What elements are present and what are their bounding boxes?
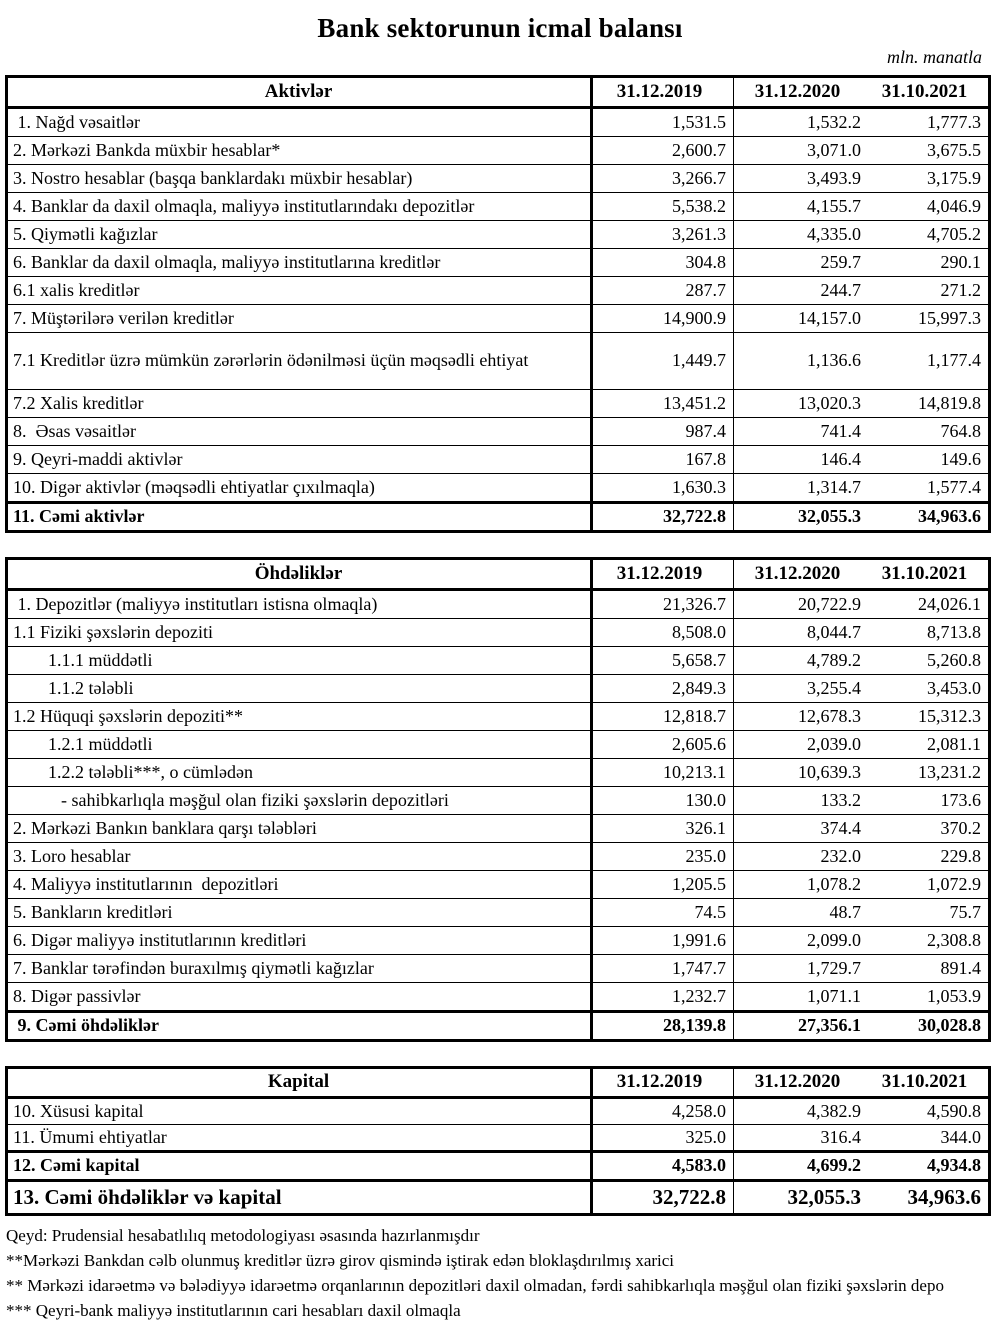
cell-value: 4,934.8: [927, 1155, 981, 1176]
cell-value: 1,531.5: [593, 109, 734, 136]
table-row: [8, 277, 988, 305]
table-row: [8, 305, 988, 333]
row-label: 10. Digər aktivlər (məqsədli ehtiyatlar çıxılmaqla): [8, 474, 593, 501]
cell-value: 32,055.3: [798, 506, 861, 527]
table-row: [8, 1151, 988, 1179]
table-row: [8, 731, 988, 759]
cell-value: 3,493.9: [807, 167, 861, 188]
row-label: 1.2.1 müddətli: [8, 731, 593, 758]
cell-value: 344.0: [940, 1127, 981, 1148]
cell-value: 1,314.7: [807, 476, 861, 497]
footnote: Qeyd: Prudensial hesabatlılıq metodologiyası əsasında hazırlanmışdır: [6, 1225, 480, 1245]
table-row: [8, 619, 988, 647]
cell-value: 8,713.8: [927, 621, 981, 642]
table-header-row: [8, 560, 988, 591]
cell-value: 173.6: [940, 789, 981, 810]
cell-value: 3,071.0: [807, 139, 861, 160]
cell-value: 1,729.7: [807, 957, 861, 978]
cell-value: 1,072.9: [927, 873, 981, 894]
cell-value: 8,508.0: [593, 619, 734, 646]
row-label: 5. Qiymətli kağızlar: [8, 221, 593, 248]
cell-value: 14,819.8: [918, 392, 981, 413]
table-row: [8, 815, 988, 843]
row-label: 9. Cəmi öhdəliklər: [8, 1013, 593, 1039]
column-header-date: 31.10.2021: [881, 80, 968, 102]
footnote: *** Qeyri-bank maliyyə institutlarının cari hesabları daxil olmaqla: [6, 1300, 461, 1320]
cell-value: 1,532.2: [807, 111, 861, 132]
cell-value: 2,081.1: [927, 733, 981, 754]
table-row: [8, 591, 988, 619]
cell-value: 235.0: [593, 843, 734, 870]
cell-value: 2,605.6: [593, 731, 734, 758]
cell-value: 1,577.4: [927, 476, 981, 497]
table-row: [8, 390, 988, 418]
cell-value: 3,175.9: [927, 167, 981, 188]
cell-value: 21,326.7: [593, 591, 734, 618]
cell-value: 3,255.4: [807, 677, 861, 698]
cell-value: 290.1: [940, 251, 981, 272]
cell-value: 8,044.7: [807, 621, 861, 642]
row-label: 4. Banklar da daxil olmaqla, maliyyə institutlarındakı depozitlər: [8, 193, 593, 220]
cell-value: 1,205.5: [593, 871, 734, 898]
table-row: [8, 474, 988, 502]
cell-value: 146.4: [820, 448, 861, 469]
cell-value: 232.0: [820, 845, 861, 866]
cell-value: 20,722.9: [798, 593, 861, 614]
row-label: 4. Maliyyə institutlarının depozitləri: [8, 871, 593, 898]
cell-value: 32,722.8: [593, 1182, 734, 1213]
cell-value: 12,678.3: [798, 705, 861, 726]
cell-value: 28,139.8: [593, 1013, 734, 1039]
cell-value: 271.2: [940, 279, 981, 300]
cell-value: 370.2: [940, 817, 981, 838]
table-row: [8, 983, 988, 1011]
column-header-date: 31.12.2019: [593, 1069, 734, 1096]
table-row: [8, 703, 988, 731]
table-row: [8, 333, 988, 390]
cell-value: 3,261.3: [593, 221, 734, 248]
cell-value: 10,639.3: [798, 761, 861, 782]
cell-value: 5,538.2: [593, 193, 734, 220]
cell-value: 891.4: [940, 957, 981, 978]
row-label: 5. Bankların kreditləri: [8, 899, 593, 926]
row-label: 7. Müştərilərə verilən kreditlər: [8, 305, 593, 332]
row-label: 2. Mərkəzi Bankın banklara qarşı tələbləri: [8, 815, 593, 842]
cell-value: 1,053.9: [927, 985, 981, 1006]
cell-value: 34,963.6: [907, 1184, 981, 1209]
cell-value: 27,356.1: [798, 1015, 861, 1036]
assets-table: [5, 75, 991, 533]
cell-value: 1,078.2: [807, 873, 861, 894]
row-label: 1.1.1 müddətli: [8, 647, 593, 674]
column-header-date: 31.10.2021: [881, 562, 968, 584]
cell-value: 1,136.6: [807, 350, 861, 371]
row-label: 1.1.2 tələbli: [8, 675, 593, 702]
cell-value: 3,675.5: [927, 139, 981, 160]
row-label: 12. Cəmi kapital: [8, 1153, 593, 1178]
cell-value: 1,232.7: [593, 983, 734, 1010]
table-row: [8, 1180, 988, 1213]
cell-value: 1,177.4: [927, 350, 981, 371]
cell-value: 326.1: [593, 815, 734, 842]
row-label: 7.1 Kreditlər üzrə mümkün zərərlərin ödənilməsi üçün məqsədli ehtiyat: [8, 333, 593, 389]
footnotes: [6, 1223, 1000, 1323]
cell-value: 741.4: [820, 420, 861, 441]
cell-value: 287.7: [593, 277, 734, 304]
table-row: [8, 1125, 988, 1151]
table-row: [8, 193, 988, 221]
table-row: [8, 647, 988, 675]
row-label: 6. Digər maliyyə institutlarının kreditləri: [8, 927, 593, 954]
cell-value: 259.7: [820, 251, 861, 272]
cell-value: 32,722.8: [593, 504, 734, 530]
cell-value: 4,789.2: [807, 649, 861, 670]
cell-value: 48.7: [829, 901, 861, 922]
cell-value: 14,157.0: [798, 307, 861, 328]
cell-value: 14,900.9: [593, 305, 734, 332]
cell-value: 133.2: [820, 789, 861, 810]
cell-value: 13,020.3: [798, 392, 861, 413]
row-label: 2. Mərkəzi Bankda müxbir hesablar*: [8, 137, 593, 164]
cell-value: 2,849.3: [593, 675, 734, 702]
cell-value: 2,600.7: [593, 137, 734, 164]
cell-value: 1,071.1: [807, 985, 861, 1006]
unit-note: mln. manatla: [886, 47, 982, 67]
row-label: 7. Banklar tərəfindən buraxılmış qiymətli kağızlar: [8, 955, 593, 982]
cell-value: 12,818.7: [593, 703, 734, 730]
table-row: [8, 502, 988, 530]
table-row: [8, 109, 988, 137]
cell-value: 34,963.6: [918, 506, 981, 527]
row-label: 1.2.2 tələbli***, o cümlədən: [8, 759, 593, 786]
table-row: [8, 137, 988, 165]
cell-value: 1,747.7: [593, 955, 734, 982]
cell-value: 2,099.0: [807, 929, 861, 950]
table-row: [8, 1099, 988, 1125]
cell-value: 130.0: [593, 787, 734, 814]
cell-value: 4,335.0: [807, 223, 861, 244]
column-header-date: 31.12.2020: [754, 80, 841, 102]
cell-value: 74.5: [593, 899, 734, 926]
cell-value: 4,046.9: [927, 195, 981, 216]
table-row: [8, 955, 988, 983]
cell-value: 24,026.1: [918, 593, 981, 614]
cell-value: 13,451.2: [593, 390, 734, 417]
footnote: **Mərkəzi Bankdan cəlb olunmuş kreditlər üzrə girov qismində iştirak edən bloklaşdırılmış xarici: [6, 1250, 675, 1270]
row-label: 8. Əsas vəsaitlər: [8, 418, 593, 445]
column-header-date: 31.12.2019: [593, 78, 734, 106]
row-label: 13. Cəmi öhdəliklər və kapital: [8, 1182, 593, 1213]
table-row: [8, 165, 988, 193]
cell-value: 4,382.9: [807, 1101, 861, 1121]
cell-value: 5,658.7: [593, 647, 734, 674]
column-header-date: 31.12.2020: [754, 1071, 841, 1093]
cell-value: 987.4: [593, 418, 734, 445]
table-section-header: Aktivlər: [8, 78, 593, 106]
page-title: Bank sektorunun icmal balansı: [317, 13, 683, 43]
cell-value: 15,312.3: [918, 705, 981, 726]
cell-value: 1,630.3: [593, 474, 734, 501]
cell-value: 316.4: [820, 1127, 861, 1148]
cell-value: 3,453.0: [927, 677, 981, 698]
cell-value: 325.0: [593, 1125, 734, 1150]
cell-value: 764.8: [940, 420, 981, 441]
row-label: 7.2 Xalis kreditlər: [8, 390, 593, 417]
row-label: 1.2 Hüquqi şəxslərin depoziti**: [8, 703, 593, 730]
cell-value: 4,699.2: [807, 1155, 861, 1176]
cell-value: 3,266.7: [593, 165, 734, 192]
column-header-date: 31.12.2019: [593, 560, 734, 588]
row-label: 11. Cəmi aktivlər: [8, 504, 593, 530]
table-row: [8, 843, 988, 871]
column-header-date: 31.10.2021: [881, 1071, 968, 1093]
table-row: [8, 899, 988, 927]
table-row: [8, 871, 988, 899]
row-label: 11. Ümumi ehtiyatlar: [8, 1125, 593, 1150]
cell-value: 2,039.0: [807, 733, 861, 754]
cell-value: 167.8: [593, 446, 734, 473]
cell-value: 304.8: [593, 249, 734, 276]
row-label: 9. Qeyri-maddi aktivlər: [8, 446, 593, 473]
table-row: [8, 418, 988, 446]
table-header-row: [8, 1069, 988, 1099]
table-row: [8, 1011, 988, 1039]
column-header-date: 31.12.2020: [754, 562, 841, 584]
cell-value: 5,260.8: [927, 649, 981, 670]
row-label: 1.1 Fiziki şəxslərin depoziti: [8, 619, 593, 646]
table-row: [8, 759, 988, 787]
row-label: 3. Loro hesablar: [8, 843, 593, 870]
row-label: 8. Digər passivlər: [8, 983, 593, 1010]
cell-value: 15,997.3: [918, 307, 981, 328]
cell-value: 4,258.0: [593, 1099, 734, 1124]
row-label: 6.1 xalis kreditlər: [8, 277, 593, 304]
cell-value: 1,777.3: [927, 111, 981, 132]
table-row: [8, 221, 988, 249]
table-section-header: Öhdəliklər: [8, 560, 593, 588]
capital-table: [5, 1066, 991, 1216]
cell-value: 32,055.3: [787, 1184, 861, 1209]
liabilities-table: [5, 557, 991, 1042]
cell-value: 374.4: [820, 817, 861, 838]
cell-value: 1,449.7: [593, 333, 734, 389]
table-section-header: Kapital: [8, 1069, 593, 1096]
row-label: - sahibkarlıqla məşğul olan fiziki şəxslərin depozitləri: [8, 787, 593, 814]
cell-value: 229.8: [940, 845, 981, 866]
cell-value: 4,155.7: [807, 195, 861, 216]
row-label: 1. Nağd vəsaitlər: [8, 109, 593, 136]
table-row: [8, 927, 988, 955]
cell-value: 1,991.6: [593, 927, 734, 954]
cell-value: 10,213.1: [593, 759, 734, 786]
row-label: 6. Banklar da daxil olmaqla, maliyyə institutlarına kreditlər: [8, 249, 593, 276]
cell-value: 4,705.2: [927, 223, 981, 244]
table-row: [8, 675, 988, 703]
table-row: [8, 446, 988, 474]
footnote: ** Mərkəzi idarəetmə və bələdiyyə idarəetmə orqanlarının depozitləri daxil olmadan, fərdi sahibkarlıqla məşğul olan fiziki şəxslərin depo: [6, 1275, 944, 1295]
row-label: 3. Nostro hesablar (başqa banklardakı müxbir hesablar): [8, 165, 593, 192]
cell-value: 244.7: [820, 279, 861, 300]
cell-value: 30,028.8: [918, 1015, 981, 1036]
row-label: 10. Xüsusi kapital: [8, 1099, 593, 1124]
table-row: [8, 249, 988, 277]
cell-value: 4,583.0: [593, 1153, 734, 1178]
table-row: [8, 787, 988, 815]
cell-value: 149.6: [940, 448, 981, 469]
table-header-row: [8, 78, 988, 109]
row-label: 1. Depozitlər (maliyyə institutları istisna olmaqla): [8, 591, 593, 618]
cell-value: 13,231.2: [918, 761, 981, 782]
cell-value: 4,590.8: [927, 1101, 981, 1121]
cell-value: 75.7: [949, 901, 981, 922]
cell-value: 2,308.8: [927, 929, 981, 950]
